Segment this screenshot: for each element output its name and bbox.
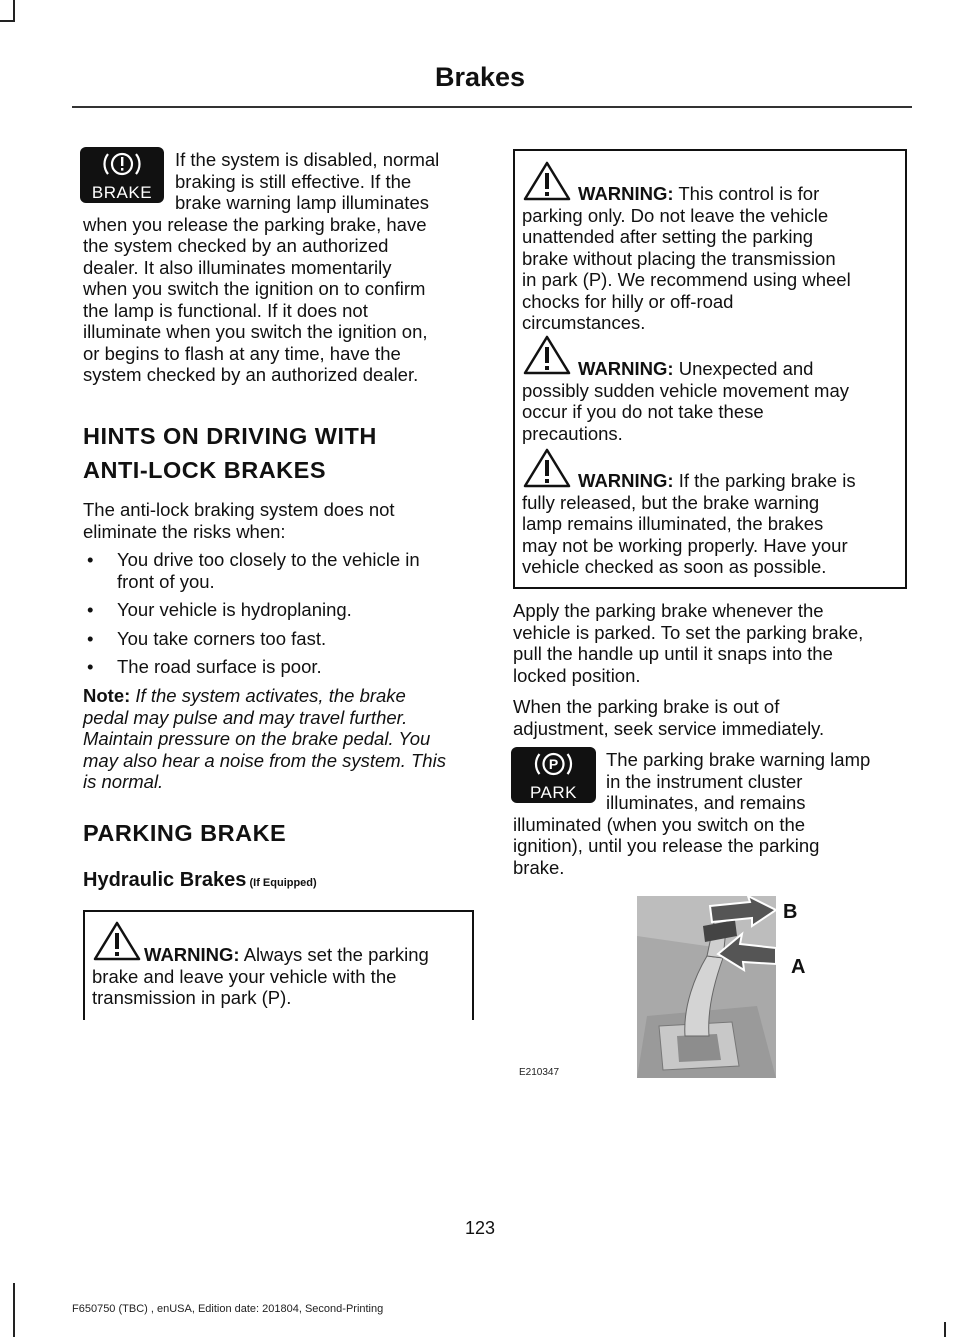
warning-line: vehicle checked as soon as possible.	[522, 556, 827, 577]
text-line: vehicle is parked. To set the parking brake,	[513, 621, 864, 643]
text-line: ignition), until you release the parking	[513, 835, 820, 856]
note-text: If the system activates, the brake	[130, 685, 406, 706]
text-line: brake warning lamp illuminates	[175, 192, 429, 213]
text-line: adjustment, seek service immediately.	[513, 717, 825, 739]
text-line: illuminate when you switch the ignition on,	[83, 321, 428, 342]
warning-line: transmission in park (P).	[92, 987, 292, 1008]
subheading-text: Hydraulic Brakes	[83, 869, 247, 891]
text-line: pull the handle up until it snaps into the	[513, 643, 833, 664]
warning-label: WARNING:	[578, 358, 674, 379]
text-line: illuminated (when you switch on the	[513, 813, 806, 835]
text-line: illuminates, and remains	[606, 792, 806, 813]
note-line: is normal.	[83, 771, 164, 792]
text-line: the system checked by an authorized	[83, 235, 389, 256]
warning-line: parking only. Do not leave the vehicle	[522, 204, 829, 226]
edition-footer: F650750 (TBC) , enUSA, Edition date: 201804, Second-Printing	[72, 1303, 384, 1315]
arrow-a-icon	[716, 930, 778, 974]
crop-mark-bottom-left-vertical	[13, 1283, 15, 1337]
warning-line: chocks for hilly or off-road	[522, 290, 734, 312]
text-line: The anti-lock braking system does not	[83, 499, 395, 520]
figure-label-b: B	[783, 901, 798, 923]
warning-line	[522, 470, 900, 492]
subheading-hydraulic-brakes	[83, 869, 317, 892]
text-line: the lamp is functional. If it does not	[83, 299, 368, 321]
page-number: 123	[464, 1218, 496, 1238]
warning-line: fully released, but the brake warning	[522, 491, 820, 513]
warning-line: brake and leave your vehicle with the	[92, 965, 397, 987]
list-item	[83, 628, 478, 650]
note-line: may also hear a noise from the system. This	[83, 749, 446, 771]
warning-text: Unexpected and	[673, 358, 814, 379]
warning-line	[522, 358, 900, 380]
text-line: When the parking brake is out of	[513, 696, 780, 717]
warning-text-1	[92, 944, 467, 1009]
crop-mark-top-left-vertical	[13, 0, 15, 22]
warning-line: lamp remains illuminated, the brakes	[522, 513, 824, 534]
apply-parking-brake-paragraph	[513, 600, 913, 686]
text-line: eliminate the risks when:	[83, 520, 286, 542]
header-rule	[72, 106, 912, 108]
warning-line: may not be working properly. Have your	[522, 534, 848, 556]
text-line: dealer. It also illuminates momentarily	[83, 256, 392, 278]
subheading-qualifier: (If Equipped)	[246, 877, 317, 889]
warning-text-2	[522, 183, 900, 334]
brake-lamp-paragraph	[83, 149, 478, 386]
list-item	[83, 599, 478, 621]
park-icon-label: PARK	[529, 783, 578, 802]
warning-label: WARNING:	[578, 470, 674, 491]
list-item	[83, 549, 478, 592]
list-item-line: • The road surface is poor.	[117, 656, 322, 677]
list-item-line: front of you.	[117, 570, 215, 592]
note-line	[83, 685, 478, 707]
warning-line: brake without placing the transmission	[522, 247, 836, 269]
heading-line: ANTI-LOCK BRAKES	[83, 457, 326, 483]
text-line: locked position.	[513, 664, 641, 686]
section-heading-parking-brake: PARKING BRAKE	[83, 820, 287, 846]
svg-text:P: P	[548, 756, 559, 772]
text-line: If the system is disabled, normal	[175, 149, 440, 170]
crop-mark-top-left-horizontal	[0, 20, 15, 22]
list-item-line: • Your vehicle is hydroplaning.	[117, 599, 352, 620]
page-title: Brakes	[434, 62, 526, 92]
list-item-line: • You drive too closely to the vehicle in	[117, 549, 420, 570]
warning-text-4	[522, 470, 900, 578]
section-heading-anti-lock	[83, 419, 377, 487]
warning-text: Always set the parking	[239, 944, 429, 965]
risk-list	[83, 549, 478, 685]
text-line: braking is still effective. If the	[175, 170, 412, 192]
crop-mark-bottom-right-vertical	[944, 1322, 946, 1337]
note-line: Maintain pressure on the brake pedal. You	[83, 728, 431, 749]
note-line: pedal may pulse and may travel further.	[83, 706, 408, 728]
warning-line: possibly sudden vehicle movement may	[522, 379, 849, 401]
park-lamp-paragraph	[513, 749, 913, 878]
anti-lock-intro	[83, 499, 478, 542]
text-line: The parking brake warning lamp	[606, 749, 871, 770]
text-line: when you release the parking brake, have	[83, 213, 427, 235]
warning-line: unattended after setting the parking	[522, 226, 814, 247]
text-line: or begins to flash at any time, have the	[83, 342, 401, 364]
warning-label: WARNING:	[578, 183, 674, 204]
brake-icon-label: BRAKE	[91, 183, 153, 202]
warning-line: in park (P). We recommend using wheel	[522, 269, 851, 290]
text-line: when you switch the ignition on to confirm	[83, 278, 426, 299]
warning-text: If the parking brake is	[673, 470, 856, 491]
note-paragraph	[83, 685, 478, 793]
text-line: in the instrument cluster	[606, 770, 803, 792]
warning-text: This control is for	[673, 183, 820, 204]
list-item	[83, 656, 478, 678]
warning-text-3	[522, 358, 900, 444]
text-line: brake.	[513, 856, 565, 878]
warning-line: circumstances.	[522, 312, 646, 333]
figure-code: E210347	[519, 1067, 560, 1078]
heading-line: HINTS ON DRIVING WITH	[83, 423, 377, 449]
warning-line	[92, 944, 467, 966]
warning-line: occur if you do not take these	[522, 401, 764, 422]
warning-label: WARNING:	[144, 944, 240, 965]
adjustment-paragraph	[513, 696, 913, 739]
text-line: system checked by an authorized dealer.	[83, 364, 419, 385]
arrow-b-icon	[708, 896, 780, 928]
note-label: Note:	[83, 685, 131, 706]
list-item-line: • You take corners too fast.	[117, 627, 327, 649]
figure-label-a: A	[791, 956, 806, 978]
warning-line	[522, 183, 900, 205]
text-line: Apply the parking brake whenever the	[513, 600, 824, 621]
warning-line: precautions.	[522, 422, 623, 444]
